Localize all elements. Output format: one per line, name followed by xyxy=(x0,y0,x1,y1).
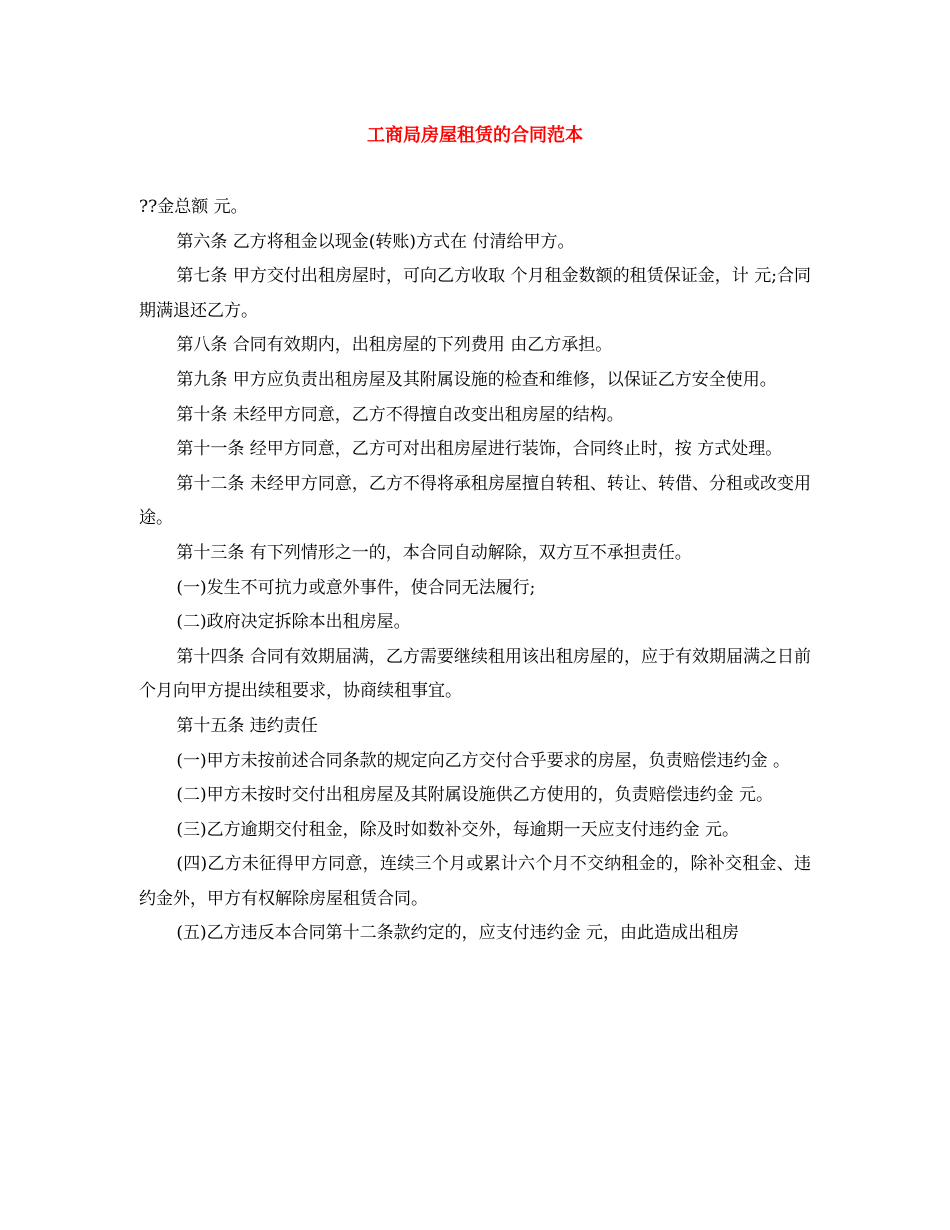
paragraph-article-11: 第十一条 经甲方同意，乙方可对出租房屋进行装饰，合同终止时，按 方式处理。 xyxy=(176,439,783,460)
paragraph-article-8: 第八条 合同有效期内，出租房屋的下列费用 由乙方承担。 xyxy=(176,335,613,356)
paragraph-article-6: 第六条 乙方将租金以现金(转账)方式在 付清给甲方。 xyxy=(176,231,575,252)
paragraph-article-13-item-2: (二)政府决定拆除本出租房屋。 xyxy=(176,612,411,633)
document-body xyxy=(139,190,811,951)
paragraph-article-15-item-3: (三)乙方逾期交付租金，除及时如数补交外，每逾期一天应支付违约金 元。 xyxy=(176,819,740,840)
paragraph-article-9: 第九条 甲方应负责出租房屋及其附属设施的检查和维修，以保证乙方安全使用。 xyxy=(176,369,777,390)
paragraph-article-12: 第十二条 未经甲方同意，乙方不得将承租房屋擅自转租、转让、转借、分租或改变用途。 xyxy=(139,473,811,529)
paragraph-article-15-item-5: (五)乙方违反本合同第十二条款约定的，应支付违约金 元，由此造成出租房 xyxy=(176,923,740,944)
paragraph-article-10: 第十条 未经甲方同意，乙方不得擅自改变出租房屋的结构。 xyxy=(176,404,624,425)
paragraph-article-13-item-1: (一)发生不可抗力或意外事件，使合同无法履行; xyxy=(176,577,536,598)
paragraph-article-13: 第十三条 有下列情形之一的，本合同自动解除，双方互不承担责任。 xyxy=(176,542,692,563)
paragraph-article-7: 第七条 甲方交付出租房屋时，可向乙方收取 个月租金数额的租赁保证金，计 元;合同期满退还乙方。 xyxy=(139,266,811,321)
paragraph-article-15-item-2: (二)甲方未按时交付出租房屋及其附属设施供乙方使用的，负责赔偿违约金 元。 xyxy=(176,785,774,806)
paragraph-article-15-item-4: (四)乙方未征得甲方同意，连续三个月或累计六个月不交纳租金的，除补交租金、违约金外，甲方有权解除房屋租赁合同。 xyxy=(139,854,811,909)
paragraph-rent-total: ??金总额 元。 xyxy=(139,197,248,217)
paragraph-article-15: 第十五条 违约责任 xyxy=(176,715,318,736)
document-title: 工商局房屋租赁的合同范本 xyxy=(367,125,583,146)
paragraph-article-14: 第十四条 合同有效期届满，乙方需要继续租用该出租房屋的，应于有效期届满之日前 个月向甲方提出续租要求，协商续租事宜。 xyxy=(139,646,811,702)
paragraph-article-15-item-1: (一)甲方未按前述合同条款的规定向乙方交付合乎要求的房屋，负责赔偿违约金 。 xyxy=(176,750,791,771)
